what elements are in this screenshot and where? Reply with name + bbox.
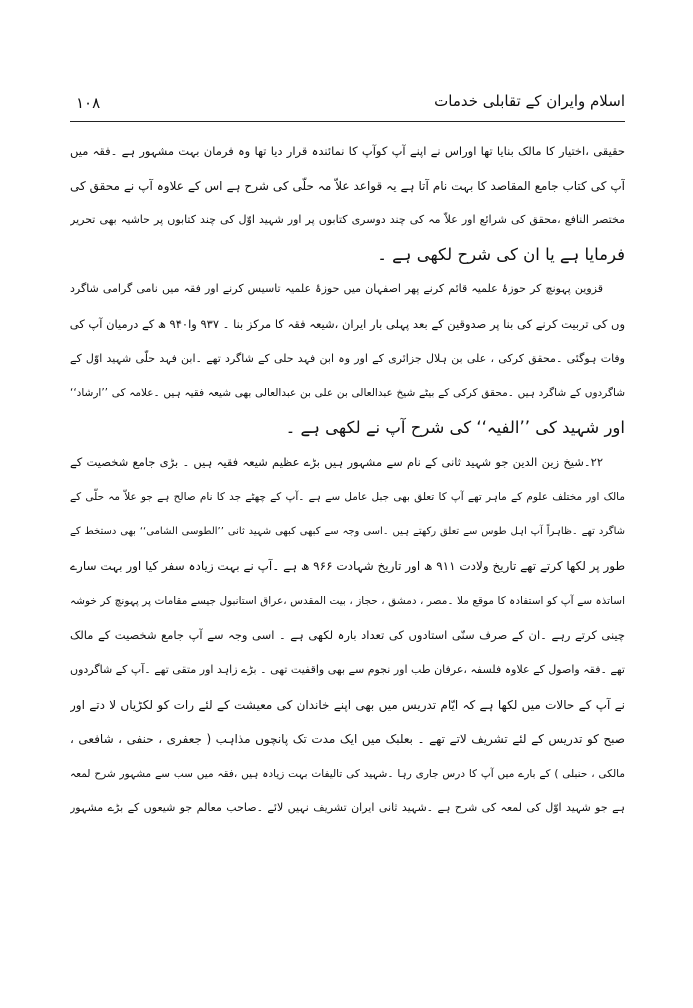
text-line: قزوین پہونچ کر حوزۂ علمیہ قائم کرنے پھر اصفہان میں حوزۂ علمیہ تاسیس کرنے اور فقہ میں نامی گرامی شاگرد bbox=[70, 282, 603, 296]
page-header bbox=[70, 88, 625, 118]
text-line: صبح کو تدریس کے لئے تشریف لاتے تھے ۔ بعلبک میں ایک مدت تک پانچوں مذاہب ( جعفری ، حنفی ، شافعی ، bbox=[70, 732, 625, 747]
text-line: مالکی ، حنبلی ) کے بارے میں آپ کا درس جاری رہا ۔شہید کی تالیفات بہت زیادہ ہیں ،فقہ میں سب سے مشہور شرح لمعہ bbox=[70, 767, 625, 780]
running-title: اسلام وایران کے تقابلی خدمات bbox=[434, 92, 625, 110]
header-rule bbox=[70, 121, 625, 122]
text-line: ہے جو شہید اوّل کی لمعہ کی شرح ہے ۔شہید ثانی ایران تشریف نہیں لائے ۔صاحب معالم جو شیعوں کے بڑے مشہور bbox=[70, 801, 625, 815]
paragraph-1 bbox=[70, 134, 625, 272]
text-line: وں کی تربیت کرنے کی بنا پر صدوقین کے بعد پہلی بار ایران ،شیعہ فقہ کا مرکز بنا ۔ ۹۳۷ وا۹۴۰ ھ کے درمیان آپ کی bbox=[70, 316, 625, 331]
text-line: وفات ہوگئی ۔محقق کرکی ، علی بن ہلال جزائری کے اور وہ ابن فہد حلی کے شاگرد تھے ۔ابن فہد حلّی شہید اوّل کے bbox=[70, 351, 625, 365]
text-line: تھے ۔فقہ واصول کے علاوہ فلسفہ ،عرفان طب اور نجوم سے بھی واقفیت تھی ۔ بڑے زاہد اور متقی تھے ۔آپ کے شاگردوں bbox=[70, 662, 625, 676]
body-text bbox=[70, 134, 625, 826]
text-line: اساتذہ سے آپ کو استفادہ کا موقع ملا ۔مصر ، دمشق ، حجاز ، بیت المقدس ،عراق استانبول جیسے مقامات پر پہونچ کر خوشہ bbox=[70, 594, 625, 607]
text-line: مالک اور مختلف علوم کے ماہر تھے آپ کا تعلق بھی جبل عامل سے ہے ۔آپ کے چھٹے جد کا نام صالح ہے جو علاّ مہ حلّی کے bbox=[70, 490, 625, 503]
text-line: اور شہید کی ’’الفیہ‘‘ کی شرح آپ نے لکھی ہے ۔ bbox=[285, 417, 625, 437]
text-line: حقیقی ،اختیار کا مالک بنایا تھا اوراس نے اپنے آپ کوآپ کا نمائندہ قرار دیا تھا وہ فرمان بہت مشہور ہے ۔فقہ میں bbox=[70, 144, 625, 158]
text-line: ۲۲۔شیخ زین الدین جو شہید ثانی کے نام سے مشہور ہیں بڑے عظیم شیعہ فقیہ ہیں ۔ بڑی جامع شخصیت کے bbox=[70, 455, 603, 470]
text-line: فرمایا ہے یا ان کی شرح لکھی ہے ۔ bbox=[377, 244, 625, 264]
paragraph-3 bbox=[70, 445, 625, 826]
text-line: آپ کی کتاب جامع المقاصد کا بہت نام آتا ہے یہ قواعد علاّ مہ حلّی کی شرح ہے اس کے علاوہ آپ نے محقق کی bbox=[70, 178, 625, 193]
text-line: شاگردوں کے شاگرد ہیں ۔محقق کرکی کے بیٹے شیخ عبدالعالی بن علی بن عبدالعالی بھی شیعہ فقیہ ہیں ۔علامہ کی ’’ارشاد‘‘ bbox=[70, 387, 625, 400]
text-line: شاگرد تھے ۔ظاہراً آپ اہل طوس سے تعلق رکھتے ہیں ۔اسی وجہ سے کبھی کبھی شہید ثانی ’’الطوسی الشامی‘‘ بھی دستخط کے bbox=[70, 525, 625, 537]
paragraph-2 bbox=[70, 272, 625, 445]
page-number: ۱۰۸ bbox=[76, 94, 101, 112]
text-line: طور پر لکھا کرتے تھے تاریخ ولادت ۹۱۱ ھ اور تاریخ شہادت ۹۶۶ ھ ہے ۔آپ نے بہت زیادہ سفر کیا اور بہت سارے bbox=[70, 559, 625, 574]
text-line: مختصر النافع ،محقق کی شرائع اور علاّ مہ کی چند دوسری کتابوں پر اور شہید اوّل کی چند کتابوں پر حاشیہ بھی تحریر bbox=[70, 213, 625, 227]
text-line: نے آپ کے حالات میں لکھا ہے کہ ایّام تدریس میں بھی اپنے خاندان کی معیشت کے لئے رات کو لکڑیاں لا دتے اور bbox=[70, 697, 625, 712]
text-line: چینی کرتے رہے ۔ان کے صرف سنّی استادوں کی تعداد بارہ لکھی ہے ۔ اسی وجہ سے آپ جامع شخصیت کے مالک bbox=[70, 628, 625, 643]
